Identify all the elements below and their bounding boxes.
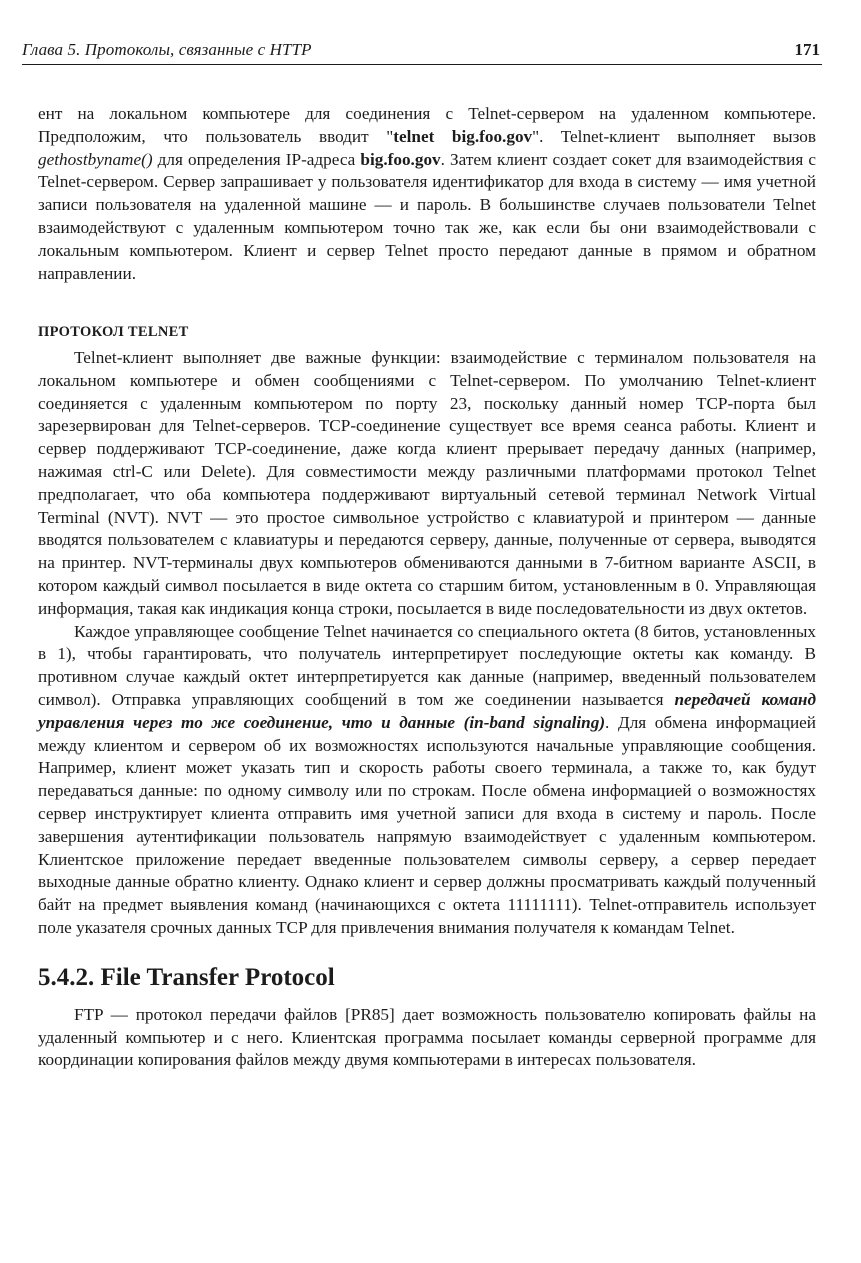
- command-text: telnet big.foo.gov: [393, 126, 533, 146]
- text-run: ент на локальном компьютере для соединения с Telnet-сервером на удаленном компьютере. Предположим, что пользователь вводит ": [38, 104, 816, 146]
- text-run: Каждое управляющее сообщение Telnet начинается со специального октета (8 битов, установленных в 1), чтобы гарантировать, что получатель интерпретирует последующие октеты как команду. В противном случае каждый октет интерпретируется как данные (например, введенный пользователем символ). Отправка управляющих сообщений в том же соединении называется: [38, 621, 816, 709]
- paragraph-telnet-control: [38, 621, 816, 940]
- function-name: gethostbyname(): [38, 149, 153, 169]
- term-in-band-signaling: передачей команд управления через то же соединение, что и данные (in-band signaling): [38, 689, 816, 732]
- section-heading-ftp: 5.4.2. File Transfer Protocol: [38, 963, 335, 991]
- paragraph-telnet-functions: Telnet-клиент выполняет две важные функции: взаимодействие с терминалом пользователя на локальном компьютере и обмен сообщениями с Telnet-сервером. По умолчанию Telnet-клиент соединяется с удаленным компьютером по порту 23, поскольку данный номер TCP-порта был зарезервирован для Telnet-серверов. TCP-соединение существует все время сеанса работы. Клиент и сервер поддерживают TCP-соединение, даже когда клиент прерывает передачу данных (например, нажимая ctrl-C или Delete). Для совместимости между различными платформами протокол Telnet предполагает, что оба компьютера поддерживают виртуальный сетевой терминал Network Virtual Terminal (NVT). NVT — это простое символьное устройство с клавиатурой и принтером — данные вводятся пользователем с клавиатуры и передаются серверу, данные, полученные от сервера, выводятся на принтер. NVT-терминалы двух компьютеров обмениваются данными в 7-битном варианте ASCII, в котором каждый символ посылается в виде октета со старшим битом, установленным в 0. Управляющая информация, такая как индикация конца строки, посылается в виде последовательности из двух октетов.: [38, 348, 816, 618]
- host-name: big.foo.gov: [360, 149, 441, 169]
- text-run: . Затем клиент создает сокет для взаимодействия с Telnet-сервером. Сервер запрашивает у пользователя идентификатор для входа в систему — имя учетной записи пользователя на удаленной машине — и пароль. В большинстве случаев пользователи Telnet взаимодействуют с удаленным компьютером точно так же, как если бы они взаимодействовали с локальным компьютером. Клиент и сервер Telnet просто передают данные в прямом и обратном направлении.: [38, 149, 816, 283]
- text-run: . Для обмена информацией между клиентом и сервером об их возможностях используются начальные управляющие сообщения. Например, клиент может указать тип и скорость работы своего терминала, а также то, как будут передаваться данные: по одному символу или по строкам. После обмена информацией о возможностях сервер инструктирует клиента отправить имя учетной записи для входа в систему и пароль. После завершения аутентификации пользователь напрямую взаимодействует с удаленным компьютером. Клиентское приложение передает введенные пользователем символы серверу, а сервер передает выходные данные обратно клиенту. Однако клиент и сервер должны просматривать каждый полученный байт на предмет выявления команд (начинающихся с октета 11111111). Telnet-отправитель использует поле указателя срочных данных TCP для привлечения внимания получателя к командам Telnet.: [38, 712, 816, 937]
- chapter-title: Глава 5. Протоколы, связанные с HTTP: [22, 40, 312, 59]
- running-header: [22, 38, 822, 65]
- page-number: 171: [794, 40, 820, 59]
- subheading-telnet-protocol: ПРОТОКОЛ TELNET: [38, 324, 189, 340]
- paragraph-ftp-intro: FTP — протокол передачи файлов [PR85] дает возможность пользователю копировать файлы на удаленный компьютер и с него. Клиентская программа посылает команды серверной программе для координации копирования файлов между двумя компьютерами в интересах пользователя.: [38, 1004, 816, 1070]
- text-run: ". Telnet-клиент выполняет вызов: [532, 126, 816, 146]
- page-body: [38, 103, 816, 1072]
- paragraph-telnet-intro: [38, 103, 816, 308]
- text-run: для определения IP-адреса: [152, 149, 361, 169]
